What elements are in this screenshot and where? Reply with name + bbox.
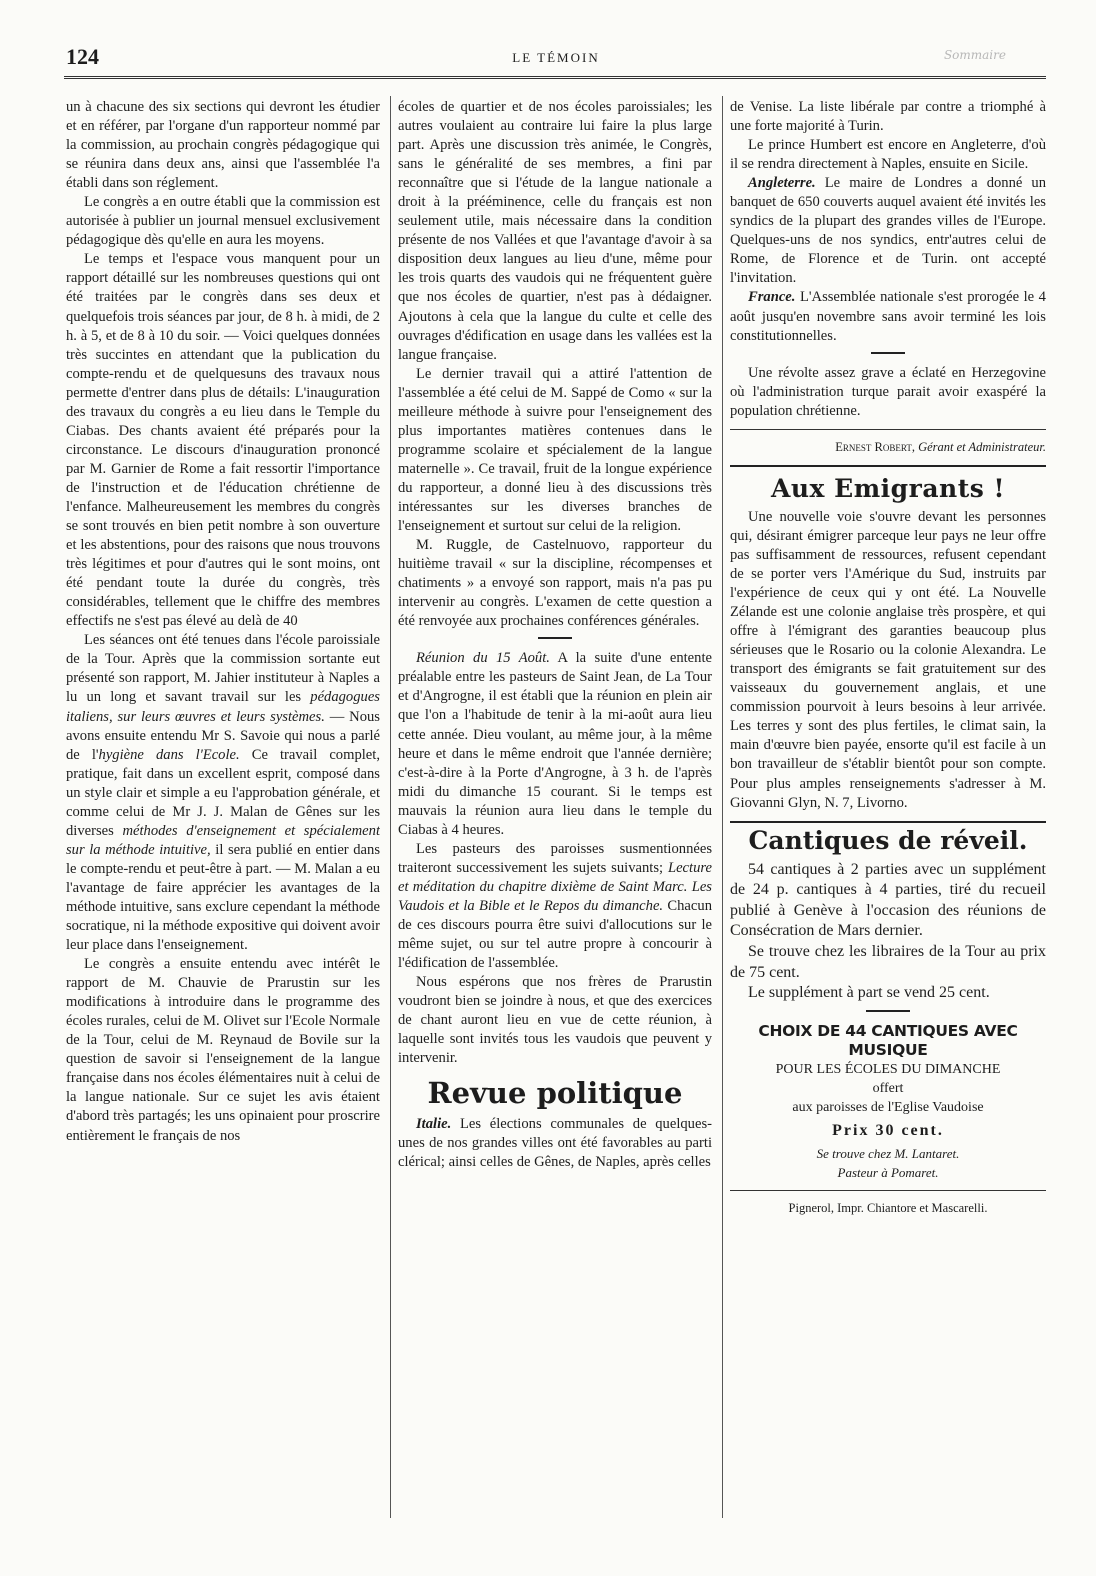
text-run: il sera publié en entier dans le compte-rendu et peut-être à part. — M. Malan a eu l'avantage de faire apprécier les avantages de la méthode intuitive, sans exclure cependant la méthode socratique, ni la méthode expositive qui doivent avoir leur place dans l'enseignement.: [66, 841, 380, 954]
header-rule: [64, 76, 1046, 79]
paragraph: [398, 649, 712, 839]
page-number: 124: [66, 44, 99, 69]
paragraph: Le dernier travail qui a attiré l'attention de l'assemblée a été celui de M. Sappé de Como « sur la meilleure méthode à suivre pour l'enseignement des plus importantes matières contenues dans le programme scolaire et spécialement de la langue maternelle ». Ce travail, fruit de la longue expérience du rapporteur, a donné lieu à des discussions très intéressantes sur les diverses branches de l'enseignement et surtout sur celui de la religion.: [398, 365, 712, 535]
printer-imprint: Pignerol, Impr. Chiantore et Mascarelli.: [788, 1200, 988, 1215]
rubric-label: Angleterre.: [748, 175, 816, 192]
page-header: [66, 44, 1046, 74]
text-run: Chacun de ces discours pourra être suivi d'allocutions sur le même sujet, ou sur tel autre propre à concourir à l'édification de l'assemblée.: [398, 897, 712, 972]
ad-emigrants-text: Une nouvelle voie s'ouvre devant les personnes qui, désirant émigrer parceque leur pays ne leur offre pas suffisamment de ressources, refusent cependant de se porter vers l'Amérique du Sud, instruits par l'expérience de ceux qui y ont été. La Nouvelle Zélande est une colonie anglaise très prospère, et qui offre à l'émigrant des garanties beaucoup plus sérieuses que le Rosario ou la colonie Alexandra. Le transport des émigrants se fait gratuitement sur des vaisseaux du gouvernement anglais, et une commission pourvoit à leurs besoins à leur arrivée. Les terres y sont des plus fertiles, le climat sain, la main d'œuvre bien payée, ensorte qu'il est facile à un bon travailleur de s'établir bientôt pour son compte. Pour plus amples renseignements s'adresser à M. Giovanni Glyn, N. 7, Livorno.: [730, 508, 1046, 811]
paragraph: Une révolte assez grave a éclaté en Herzegovine où l'administration turque parait avoir exaspéré la population chrétienne.: [730, 364, 1046, 419]
text-run: — Nous avons ensuite entendu Mr S. Savoie qui nous a parlé de l': [66, 708, 380, 763]
ad-choix-where: Se trouve chez M. Lantaret.: [816, 1145, 960, 1161]
paragraph: Nous espérons que nos frères de Prarustin voudront bien se joindre à nous, et que des exercices de chant auront lieu en vue de cette réunion, à laquelle sont invités tous les vaudois que peuvent y intervenir.: [398, 974, 712, 1067]
paragraph: Le congrès a en outre établi que la commission est autorisée à publier un journal mensuel exclusivement pédagogique dès qu'elle en aura les moyens.: [66, 194, 380, 249]
text-run: Ce travail complet, pratique, fait dans un excellent esprit, composé dans un style clair et simple a eu l'approbation générale, et comme celui de Mr J. J. Malan de Gênes sur les diverses: [66, 746, 380, 839]
paragraph: Le congrès a ensuite entendu avec intérêt le rapport de M. Chauvie de Prarustin sur les modifications à introduire dans le programme des écoles rurales, celui de M. Olivet sur l'Ecole Normale de la Tour, celui de M. Reynaud de Bovile sur la question de savoir si l'enseignement de la langue française dans nos écoles élémentaires nuit à celui de la langue nationale. Sur ce sujet les avis étaient d'abord très partagés; les uns opinaient pour proscrire entièrement le français de nos: [66, 956, 380, 1144]
revue-politique-heading: Revue politique: [427, 1076, 683, 1111]
italic-run: pédagogues italiens, sur leurs œuvres et leurs systèmes.: [66, 689, 380, 725]
text-run: L'Assemblée nationale s'est prorogée le 4 août jusqu'en novembre sans avoir terminé les lois constitutionnelles.: [730, 289, 1046, 344]
divider: [730, 429, 1046, 430]
journal-title: LE TÉMOIN: [512, 50, 600, 65]
paragraph: [398, 840, 712, 973]
paragraph: Le temps et l'espace vous manquent pour un rapport détaillé sur les nombreuses questions qui ont été traitées par le congrès dans ses deux et quelquefois trois séances par jour, de 8 h. à midi, de 2 h. à 5, et de 8 à 10 du soir. — Voici quelques données très succintes en attendant que la publication du compte-rendu et de quelquesuns des travaux nous permette d'entrer dans plus de détails: L'inauguration des travaux du congrès a eu lieu dans le Temple du Ciabas. Des chants avaient été préparés pour la circonstance. Le discours d'inauguration prononcé par M. Garnier de Rome a fait ressortir l'importance de l'instruction et de l'éducation chrétienne de l'enfance. Malheureusement les membres du congrès se sont trouvés en bien petit nombre à son ouverture et les abstentions, pour des raisons que nous trouvons très légitimes et pour d'autres qui le sont moins, ont été pendant toute la durée du congrès, très considérables, tellement que le chiffre des membres effectifs ne s'est pas élevé au delà de 40: [66, 251, 380, 630]
faint-handwritten-mark: Sommaire: [943, 48, 1006, 62]
ad-choix-where: Pasteur à Pomaret.: [837, 1164, 939, 1180]
column-3: [730, 98, 1046, 1558]
section-separator: [871, 352, 905, 354]
paragraph: Le prince Humbert est encore en Angleterre, d'où il se rendra directement à Naples, ensuite en Sicile.: [730, 137, 1046, 173]
italic-run: Lecture et méditation du chapitre dixième de Saint Marc. Les Vaudois et la Bible et le Repos du dimanche.: [398, 859, 712, 914]
divider: [730, 821, 1046, 823]
signature-role: Gérant et Administrateur.: [918, 439, 1046, 454]
section-separator: [866, 1010, 910, 1012]
italic-run: méthodes d'enseignement et spécialement sur la méthode intuitive,: [66, 822, 380, 858]
rubric-label: France.: [748, 289, 796, 306]
rubric-label: Italie.: [416, 1116, 452, 1133]
ad-choix-price: Prix 30 cent.: [832, 1121, 944, 1139]
text-run: Les pasteurs des paroisses susmentionnées traiteront successivement les sujets suivants;: [398, 840, 712, 876]
text-run: Les séances ont été tenues dans l'école paroissiale de la Tour. Après que la commission sortante eut présenté son rapport, M. Jahier instituteur à Naples a lu un long et savant travail sur les: [66, 632, 380, 706]
ad-choix-line: aux paroisses de l'Eglise Vaudoise: [792, 1099, 984, 1115]
paragraph: [66, 631, 380, 955]
italic-run: hygiène dans l'Ecole.: [98, 746, 240, 763]
ad-choix-title: CHOIX DE 44 CANTIQUES AVEC MUSIQUE: [758, 1021, 1018, 1059]
column-divider-1: [390, 96, 391, 1518]
text-run: A la suite d'une entente préalable entre les pasteurs de Saint Jean, de La Tour et d'Angrogne, il est établi que la réunion en plein air que l'on a l'habitude de tenir à la mi-août aura lieu cette année. Dieu voulant, au même jour, à la même heure et dans le même endroit que l'année dernière; c'est-à-dire à la Porte d'Angrogne, à 3 h. de l'après midi du dimanche 15 courant. Si le temps est mauvais la réunion aura lieu dans le temple du Ciabas à 4 heures.: [398, 650, 712, 838]
text-run: Les élections communales de quelques-unes de nos grandes villes ont été favorables au parti clérical; ainsi celles de Gênes, de Naples, après celles: [398, 1116, 712, 1171]
signature: [730, 438, 1046, 457]
divider: [730, 1190, 1046, 1191]
paragraph: Se trouve chez les libraires de la Tour au prix de 75 cent.: [730, 943, 1046, 981]
column-2: [398, 98, 712, 1538]
signature-name: Ernest Robert,: [835, 439, 915, 454]
text-run: Le maire de Londres a donné un banquet de 650 couverts auquel avaient été invités les syndics de la plupart des grandes villes de l'Europe. Quelques-uns de nos syndics, entr'autres celui de Rome, de Florence et de Turin. ont accepté l'invitation.: [730, 175, 1046, 287]
paragraph: Le supplément à part se vend 25 cent.: [748, 984, 990, 1002]
paragraph: un à chacune des six sections qui devront les étudier et en référer, par l'organe d'un rapporteur nommé par la commission, au prochain congrès pédagogique qui se réunira dans deux ans, ainsi que l'assemblée l'a établi dans son réglement.: [66, 99, 380, 192]
ad-choix-line: POUR LES ÉCOLES DU DIMANCHE: [775, 1061, 1001, 1077]
ad-cantiques-body: [730, 860, 1046, 1004]
divider: [730, 465, 1046, 467]
paragraph: M. Ruggle, de Castelnuovo, rapporteur du huitième travail « sur la discipline, récompenses et chatiments » a envoyé son rapport, mais n'a pas pu intervenir au congrès. L'examen de cette question a été renvoyée aux prochaines conférences générales.: [398, 537, 712, 630]
paragraph: [730, 288, 1046, 345]
column-divider-2: [722, 96, 723, 1518]
ad-cantiques-title: Cantiques de réveil.: [748, 825, 1028, 855]
paragraph: de Venise. La liste libérale par contre a triomphé à une forte majorité à Turin.: [730, 99, 1046, 135]
paragraph: [398, 1115, 712, 1172]
ad-choix-line: offert: [872, 1080, 904, 1096]
column-1: [66, 98, 380, 1538]
paragraph: 54 cantiques à 2 parties avec un supplément de 24 p. cantiques à 4 parties, tiré du recueil publié à Genève à l'occasion des réunions de Consécration de Mars dernier.: [730, 860, 1046, 940]
section-separator: [538, 637, 572, 639]
paragraph: écoles de quartier et de nos écoles paroissiales; les autres voulaient au contraire lui faire la plus large part. Après une discussion très animée, le Congrès, sans le généralité de ses membres, a fini par reconnaître que si l'étude de la langue nationale a droit à la prééminence, celle du français est non seulement utile, mais nécessaire dans la condition présente de nos Vallées et que l'avantage d'avoir à sa disposition deux langues au lieu d'une, même pour les trois quarts des vaudois qui ne fréquentent guère que nos écoles de quartier, n'est pas à dédaigner. Ajoutons à cela que la langue du culte et celle des ouvrages d'édification en usage dans les vallées est la langue française.: [398, 99, 712, 363]
ad-emigrants-title: Aux Emigrants !: [770, 473, 1005, 503]
italic-run: Réunion du 15 Août.: [416, 650, 550, 667]
paragraph: [730, 174, 1046, 288]
